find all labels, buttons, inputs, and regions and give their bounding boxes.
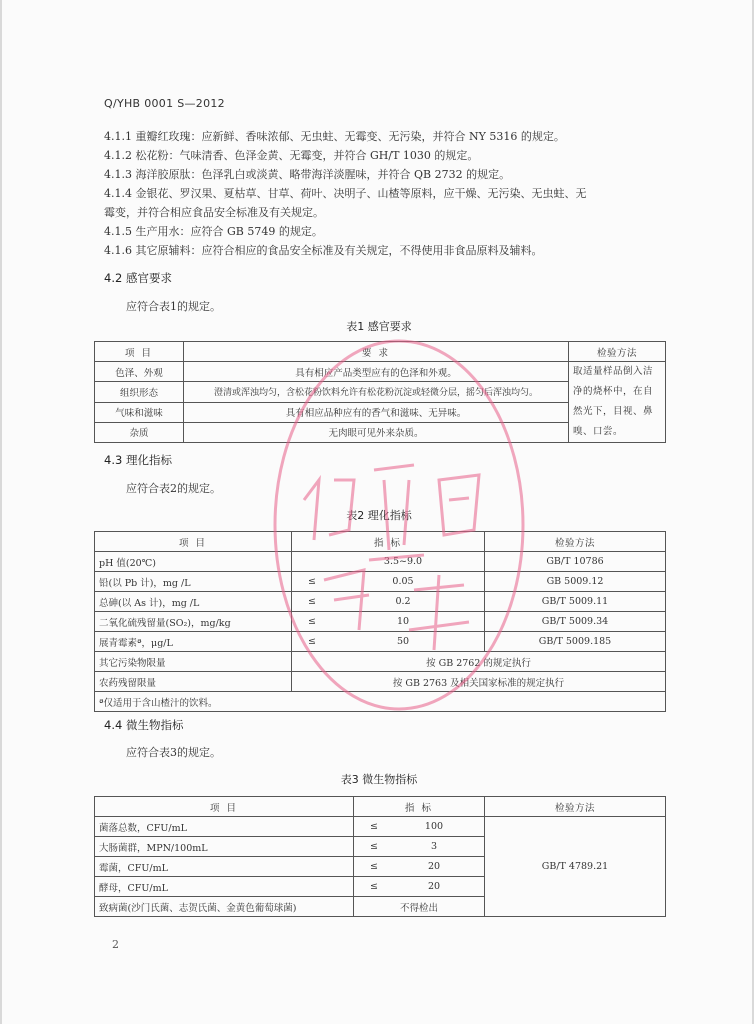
table2-physicochemical [94, 531, 666, 712]
table-header: 检验方法 [485, 797, 666, 817]
table-row [95, 632, 666, 652]
table-cell: ≤ [292, 632, 323, 652]
table-cell: 20 [384, 877, 485, 897]
table-cell: 0.05 [322, 572, 485, 592]
table-cell: 菌落总数，CFU/mL [95, 817, 354, 837]
table-cell: 杂质 [95, 422, 184, 442]
table3-caption: 表3 微生物指标 [340, 773, 418, 786]
table-header: 项 目 [95, 797, 354, 817]
table-cell: 100 [384, 817, 485, 837]
page-number: 2 [112, 938, 119, 951]
table-cell: GB/T 5009.11 [485, 592, 666, 612]
table-cell: 酵母，CFU/mL [95, 877, 354, 897]
table-cell: GB/T 5009.185 [485, 632, 666, 652]
document-header: Q/YHB 0001 S—2012 [104, 97, 225, 110]
table-cell: 3.5~9.0 [322, 552, 485, 572]
table-cell: 澄清或浑浊均匀，含松花粉饮料允许有松花粉沉淀或轻微分层，摇匀后浑浊均匀。 [184, 382, 569, 402]
clause-text: 其它原辅料：应符合相应的食品安全标准及有关规定，不得使用非食品原料及辅料。 [135, 244, 543, 257]
table1-method-cell: 取适量样品倒入洁净的烧杯中，在自然光下，目视、鼻嗅、口尝。 [569, 362, 666, 443]
table-header: 项 目 [95, 342, 184, 362]
table-row [95, 362, 666, 382]
table3-method-cell: GB/T 4789.21 [485, 817, 666, 917]
clause-4-1-6 [104, 241, 674, 260]
table2-footnote: ª仅适用于含山楂汁的饮料。 [95, 692, 666, 712]
table-cell: 铅(以 Pb 计)，mg /L [95, 572, 292, 592]
table-cell: 具有相应产品类型应有的色泽和外观。 [184, 362, 569, 382]
table1-caption: 表1 感官要求 [346, 320, 412, 333]
clause-text: 重瓣红玫瑰：应新鲜、香味浓郁、无虫蛀、无霉变、无污染，并符合 NY 5316 的规定。 [135, 130, 565, 143]
clause-4-1-1 [104, 127, 664, 146]
table-row [95, 612, 666, 632]
table-header: 指 标 [292, 532, 485, 552]
table-header: 检验方法 [485, 532, 666, 552]
table1-sensory [94, 341, 666, 443]
seal-glyph [439, 475, 479, 535]
table-header: 检验方法 [569, 342, 666, 362]
table-cell: pH 值(20℃) [95, 552, 292, 572]
section-4-2-text: 应符合表1的规定。 [126, 300, 221, 313]
section-4-2-title: 4.2 感官要求 [104, 271, 172, 285]
table-header: 指 标 [354, 797, 485, 817]
clause-number: 4.1.2 [104, 149, 132, 162]
table-cell: 展青霉素ª，μg/L [95, 632, 292, 652]
table-cell: ≤ [354, 857, 385, 877]
clause-4-1-4 [104, 184, 674, 203]
table-cell: 致病菌(沙门氏菌、志贺氏菌、金黄色葡萄球菌) [95, 897, 354, 917]
table-cell: 其它污染物限量 [95, 652, 292, 672]
table-row [95, 592, 666, 612]
table-cell: 组织形态 [95, 382, 184, 402]
clause-number: 4.1.6 [104, 244, 132, 257]
table-cell: 二氧化硫残留量(SO₂)，mg/kg [95, 612, 292, 632]
table-cell: 3 [384, 837, 485, 857]
clause-text: 松花粉：气味清香、色泽金黄、无霉变，并符合 GH/T 1030 的规定。 [135, 149, 479, 162]
table-cell: 霉菌，CFU/mL [95, 857, 354, 877]
table-cell: 无肉眼可见外来杂质。 [184, 422, 569, 442]
table-cell: 色泽、外观 [95, 362, 184, 382]
table-cell: 气味和滋味 [95, 402, 184, 422]
table-cell: 10 [322, 612, 485, 632]
table-cell: 具有相应品种应有的香气和滋味、无异味。 [184, 402, 569, 422]
table-cell: ≤ [292, 592, 323, 612]
clause-4-1-4-continued: 霉变，并符合相应食品安全标准及有关规定。 [104, 206, 324, 219]
clause-number: 4.1.4 [104, 187, 132, 200]
table-cell: 按 GB 2762 的规定执行 [292, 652, 666, 672]
table-cell: GB 5009.12 [485, 572, 666, 592]
clause-4-1-2 [104, 146, 664, 165]
table-cell: 不得检出 [354, 897, 485, 917]
table-cell: GB/T 10786 [485, 552, 666, 572]
table-header: 要 求 [184, 342, 569, 362]
section-4-3-title: 4.3 理化指标 [104, 453, 172, 467]
table2-caption: 表2 理化指标 [346, 509, 412, 522]
table-cell: ≤ [354, 837, 385, 857]
table-cell: 农药残留限量 [95, 672, 292, 692]
clause-number: 4.1.3 [104, 168, 132, 181]
table-row [95, 817, 666, 837]
table-cell [292, 552, 323, 572]
clause-4-1-5 [104, 222, 664, 241]
clause-text: 金银花、罗汉果、夏枯草、甘草、荷叶、决明子、山楂等原料，应干燥、无污染、无虫蛀、无 [135, 187, 587, 200]
clause-text: 海洋胶原肽：色泽乳白或淡黄、略带海洋淡腥味，并符合 QB 2732 的规定。 [135, 168, 511, 181]
section-4-4-title: 4.4 微生物指标 [104, 718, 184, 732]
section-4-3-text: 应符合表2的规定。 [126, 482, 221, 495]
table3-microbial [94, 796, 666, 917]
document-page [2, 0, 752, 1024]
table-cell: ≤ [354, 817, 385, 837]
table-header: 项 目 [95, 532, 292, 552]
table-cell: ≤ [292, 612, 323, 632]
clause-text: 生产用水：应符合 GB 5749 的规定。 [135, 225, 323, 238]
clause-number: 4.1.5 [104, 225, 132, 238]
table-cell: GB/T 5009.34 [485, 612, 666, 632]
table-cell: ≤ [354, 877, 385, 897]
clause-4-1-3 [104, 165, 664, 184]
table-cell: 20 [384, 857, 485, 877]
section-4-4-text: 应符合表3的规定。 [126, 746, 221, 759]
table-row [95, 572, 666, 592]
table-cell: 总砷(以 As 计)，mg /L [95, 592, 292, 612]
table-cell: ≤ [292, 572, 323, 592]
table-row [95, 552, 666, 572]
table-cell: 按 GB 2763 及相关国家标准的规定执行 [292, 672, 666, 692]
table-cell: 0.2 [322, 592, 485, 612]
clause-number: 4.1.1 [104, 130, 132, 143]
table-row [95, 652, 666, 672]
table-cell: 大肠菌群，MPN/100mL [95, 837, 354, 857]
table-cell: 50 [322, 632, 485, 652]
table-row [95, 672, 666, 692]
